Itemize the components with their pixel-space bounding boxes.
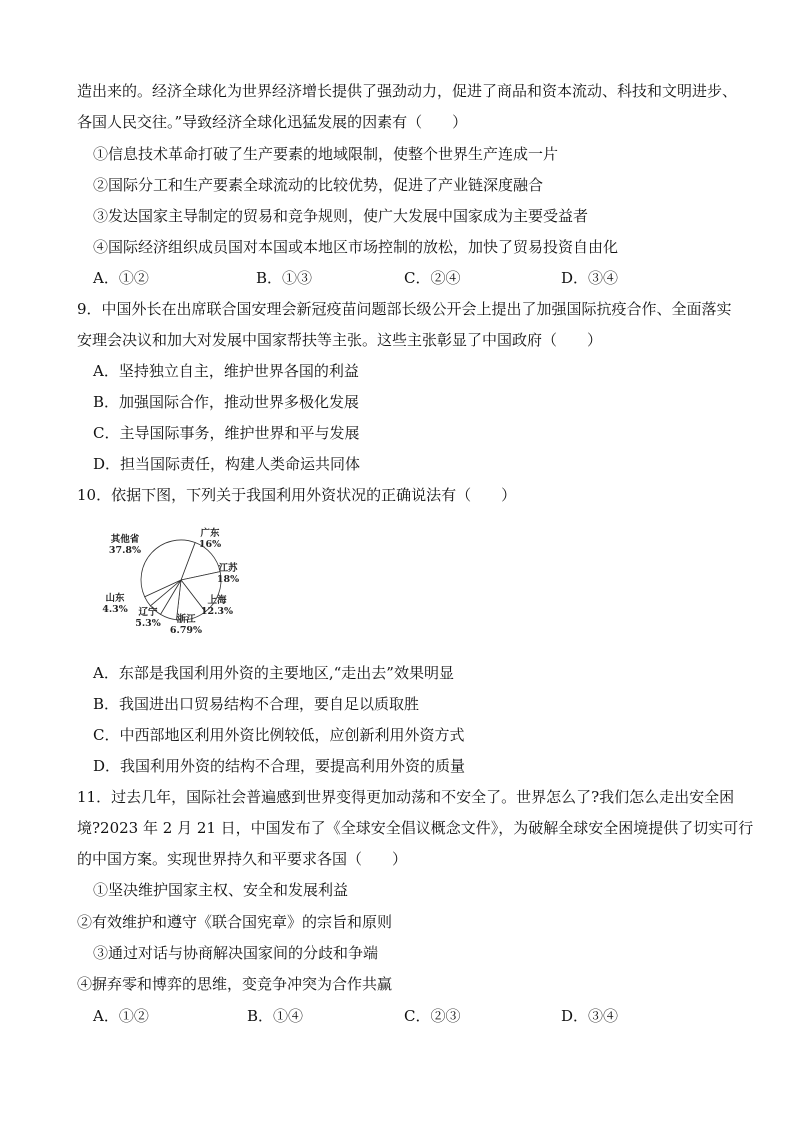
pie-label-value-4: 6.79%	[169, 625, 203, 636]
foreign-investment-pie-chart	[100, 520, 260, 640]
q11-item-1: ①坚决维护国家主权、安全和发展利益	[93, 881, 349, 899]
q8-item-3: ③发达国家主导制定的贸易和竞争规则，使广大发展中国家成为主要受益者	[93, 207, 589, 225]
q10-option-b[interactable]: B．我国进出口贸易结构不合理，要自足以质取胜	[93, 695, 420, 713]
pie-label-name-7: 其他省	[110, 534, 140, 545]
q11-option-a[interactable]: A．①②	[93, 1007, 149, 1025]
pie-label-name-1: 广东	[200, 528, 220, 539]
q11-stem-line-1: 11．过去几年，国际社会普遍感到世界变得更加动荡和不安全了。世界怎么了?我们怎么走出安全困	[77, 788, 735, 806]
q8-item-1: ①信息技术革命打破了生产要素的地域限制，使整个世界生产连成一片	[93, 145, 559, 163]
q11-option-c[interactable]: C．②③	[404, 1007, 461, 1025]
pie-label-value-2: 18%	[216, 574, 240, 585]
q9-stem-line-1: 9．中国外长在出席联合国安理会新冠疫苗问题部长级公开会上提出了加强国际抗疫合作、全面落实	[77, 300, 732, 318]
pie-label-name-4: 浙江	[176, 614, 196, 625]
q8-stem-line-2: 各国人民交往。”导致经济全球化迅猛发展的因素有（ ）	[77, 113, 468, 131]
q10-option-d[interactable]: D．我国利用外资的结构不合理，要提高利用外资的质量	[93, 757, 466, 775]
q11-item-3: ③通过对话与协商解决国家间的分歧和争端	[93, 944, 379, 962]
q11-item-2: ②有效维护和遵守《联合国宪章》的宗旨和原则	[77, 913, 393, 931]
q8-options	[93, 268, 733, 288]
pie-label-name-5: 辽宁	[138, 607, 158, 618]
q11-option-d[interactable]: D．③④	[561, 1007, 619, 1025]
q11-option-b[interactable]: B．①④	[247, 1007, 304, 1025]
q8-stem-line-1: 造出来的。经济全球化为世界经济增长提供了强劲动力，促进了商品和资本流动、科技和文明进步、	[77, 82, 738, 100]
q11-stem-line-3: 的中国方案。实现世界持久和平要求各国（ ）	[77, 850, 408, 868]
pie-label-name-2: 江苏	[218, 563, 238, 574]
pie-label-value-5: 5.3%	[135, 618, 161, 629]
q8-option-c[interactable]: C．②④	[404, 269, 461, 287]
q11-item-4: ④摒弃零和博弈的思维，变竞争冲突为合作共赢	[77, 975, 393, 993]
q8-item-4: ④国际经济组织成员国对本国或本地区市场控制的放松，加快了贸易投资自由化	[93, 238, 619, 256]
q11-options	[93, 1006, 733, 1026]
pie-label-value-3: 12.3%	[200, 606, 234, 617]
q11-stem-line-2: 境?2023 年 2 月 21 日，中国发布了《全球安全倡议概念文件》，为破解全球安全困境提供了切实可行	[77, 819, 754, 837]
q10-stem: 10．依据下图，下列关于我国利用外资状况的正确说法有（ ）	[77, 486, 517, 504]
q9-option-d[interactable]: D．担当国际责任，构建人类命运共同体	[93, 455, 361, 473]
q9-option-b[interactable]: B．加强国际合作，推动世界多极化发展	[93, 393, 360, 411]
q8-option-b[interactable]: B．①③	[256, 269, 313, 287]
pie-label-name-6: 山东	[105, 593, 125, 604]
q10-option-a[interactable]: A．东部是我国利用外资的主要地区,“走出去”效果明显	[93, 664, 454, 682]
pie-label-name-3: 上海	[207, 595, 227, 606]
pie-label-value-1: 16%	[198, 539, 222, 550]
q8-option-d[interactable]: D．③④	[561, 269, 619, 287]
q9-option-c[interactable]: C．主导国际事务，维护世界和平与发展	[93, 424, 360, 442]
pie-label-value-7: 37.8%	[108, 545, 142, 556]
q8-item-2: ②国际分工和生产要素全球流动的比较优势，促进了产业链深度融合	[93, 176, 544, 194]
q10-option-c[interactable]: C．中西部地区利用外资比例较低，应创新利用外资方式	[93, 726, 465, 744]
q8-option-a[interactable]: A．①②	[93, 269, 149, 287]
q9-option-a[interactable]: A．坚持独立自主，维护世界各国的利益	[93, 362, 359, 380]
pie-label-value-6: 4.3%	[102, 604, 128, 615]
q9-stem-line-2: 安理会决议和加大对发展中国家帮扶等主张。这些主张彰显了中国政府（ ）	[77, 331, 603, 349]
